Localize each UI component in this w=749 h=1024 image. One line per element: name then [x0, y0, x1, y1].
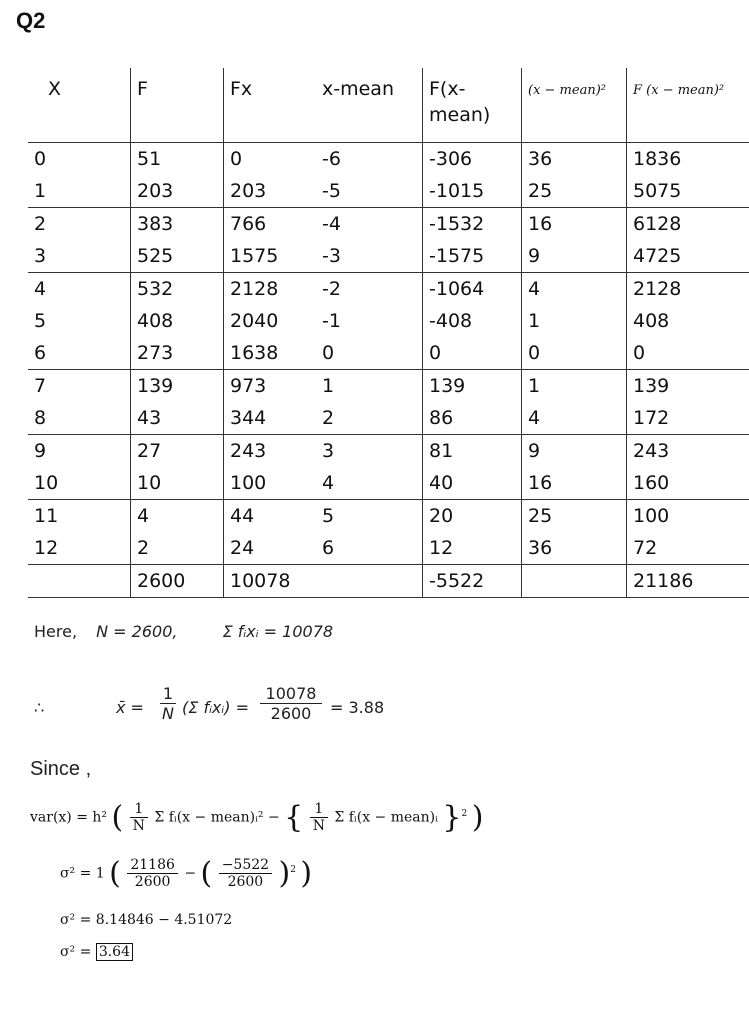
frequency-table [28, 68, 749, 598]
total-f: 2600 [131, 565, 224, 598]
sigma-result-line [60, 944, 133, 960]
variance-lhs: var(x) = h² [30, 809, 108, 826]
since-label: Since , [30, 758, 92, 780]
cell-x: 0 [28, 143, 131, 176]
therefore-symbol: ∴ [34, 698, 45, 717]
cell-f-x-mean-sq: 5075 [633, 180, 682, 202]
cell-f-x-mean: -1064 [423, 273, 522, 306]
sigma-difference: σ² = 8.14846 − 4.51072 [60, 912, 233, 928]
one-over-n-fraction [160, 684, 176, 723]
cell-f: 525 [131, 240, 224, 273]
mean-result: = 3.88 [330, 698, 385, 717]
fraction-numerator: 10078 [260, 684, 322, 704]
cell-x-mean-sq: 36 [522, 143, 627, 176]
cell-f-x-mean-sq: 72 [633, 537, 658, 559]
cell-fx: 766 [224, 208, 317, 241]
cell-f: 27 [131, 435, 224, 468]
table-row [28, 143, 749, 176]
cell-fx: 2040 [230, 310, 279, 332]
cell-x-mean-sq: 25 [522, 500, 627, 533]
cell-f: 408 [131, 305, 224, 337]
open-paren: ( [111, 800, 124, 835]
cell-f: 4 [131, 500, 224, 533]
cell-x-mean-sq: 16 [522, 208, 627, 241]
total-fx: 10078 [224, 565, 317, 598]
header-f-x-mean: F(x- mean) [423, 68, 522, 143]
fraction-denominator: 2600 [227, 874, 264, 890]
table-row [28, 402, 749, 435]
cell-x-mean: -5 [316, 175, 423, 208]
cell-fx: 44 [224, 500, 317, 533]
cell-fx: 344 [230, 407, 267, 429]
cell-x: 6 [28, 337, 131, 370]
cell-f: 2 [131, 532, 224, 565]
table-row [28, 500, 749, 533]
cell-f-x-mean: 12 [423, 532, 522, 565]
total-f-x-mean-sq: 21186 [627, 565, 749, 598]
close-paren: ) [300, 856, 313, 891]
second-fraction [219, 857, 272, 890]
cell-f-x-mean: -306 [423, 143, 522, 176]
close-paren: ) [471, 800, 484, 835]
header-x-mean-squared: (x − mean)² [522, 68, 627, 143]
cell-fx: 1638 [230, 342, 279, 364]
table-body [28, 143, 749, 598]
cell-x: 7 [28, 370, 131, 403]
minus-sign: − [184, 865, 197, 882]
cell-fx: 2128 [224, 273, 317, 306]
sigma-lhs: σ² = [60, 944, 92, 960]
open-paren-inner: ( [200, 856, 213, 891]
cell-x-mean: 4 [316, 467, 423, 500]
cell-x-mean-sq: 9 [522, 435, 627, 468]
cell-f-x-mean-sq: 408 [633, 310, 670, 332]
table-row [28, 175, 749, 208]
fraction-denominator: 2600 [134, 874, 171, 890]
open-brace: { [284, 800, 304, 835]
cell-f-x-mean-sq: 0 [633, 342, 646, 364]
table-row [28, 337, 749, 370]
first-fraction [127, 857, 178, 890]
header-fx: Fx [224, 68, 317, 143]
cell-x-mean-sq: 1 [522, 305, 627, 337]
cell-x: 3 [28, 240, 131, 273]
cell-f-x-mean-sq: 6128 [627, 208, 749, 241]
cell-fx: 973 [224, 370, 317, 403]
cell-fx: 243 [224, 435, 317, 468]
fraction-denominator: N [132, 818, 145, 834]
cell-f-x-mean: 40 [423, 467, 522, 500]
cell-f-x-mean-sq: 4725 [633, 245, 682, 267]
table-row [28, 273, 749, 306]
sum-expression: (Σ fᵢxᵢ) = [182, 698, 249, 717]
total-f-x-mean: -5522 [423, 565, 522, 598]
cell-x-mean-sq: 16 [522, 467, 627, 500]
cell-x-mean: 2 [316, 402, 423, 435]
cell-f-x-mean: 81 [423, 435, 522, 468]
cell-f-x-mean: 86 [423, 402, 522, 435]
square-exponent: 2 [461, 808, 468, 819]
cell-fx: 0 [224, 143, 317, 176]
table-header-row [28, 68, 749, 143]
table-row [28, 370, 749, 403]
cell-x-mean: -2 [316, 273, 423, 306]
variance-term-1: Σ fᵢ(x − mean)ᵢ² − [154, 809, 280, 826]
cell-x-mean: 6 [316, 532, 423, 565]
cell-f-x-mean: -1015 [423, 175, 522, 208]
cell-f-x-mean: -408 [423, 305, 522, 337]
close-paren-inner: ) [278, 856, 291, 891]
n-expression: N = 2600, [96, 622, 178, 641]
mean-lhs: x̄ = [116, 698, 144, 717]
sigma-lhs: σ² = 1 [60, 865, 105, 882]
mean-value-fraction [260, 684, 322, 723]
header-f-x-mean-squared: F (x − mean)² [627, 68, 749, 143]
cell-fx: 1575 [230, 245, 279, 267]
cell-x: 12 [28, 532, 131, 565]
cell-x: 1 [28, 175, 131, 208]
total-x-mean [316, 565, 423, 598]
cell-x-mean: 0 [316, 337, 423, 370]
table-row [28, 240, 749, 273]
cell-x-mean: -6 [316, 143, 423, 176]
variance-term-2: Σ fᵢ(x − mean)ᵢ [334, 809, 438, 826]
here-label: Here, [34, 622, 78, 641]
fraction-numerator: −5522 [219, 857, 272, 874]
cell-f-x-mean-sq: 172 [633, 407, 670, 429]
cell-f-x-mean-sq: 160 [633, 472, 670, 494]
one-over-n-fraction-2 [310, 801, 328, 834]
cell-f-x-mean: -1532 [423, 208, 522, 241]
cell-x-mean: -4 [316, 208, 423, 241]
cell-x: 4 [28, 273, 131, 306]
cell-f-x-mean: 0 [423, 337, 522, 370]
cell-x-mean-sq: 0 [522, 337, 627, 370]
table-row [28, 435, 749, 468]
cell-f-x-mean-sq: 139 [627, 370, 749, 403]
fraction-numerator: 1 [160, 684, 176, 704]
cell-f-x-mean-sq: 243 [627, 435, 749, 468]
cell-x: 8 [28, 402, 131, 435]
cell-x: 9 [28, 435, 131, 468]
fraction-numerator: 21186 [127, 857, 178, 874]
cell-x-mean: 3 [316, 435, 423, 468]
cell-x-mean-sq: 1 [522, 370, 627, 403]
cell-x: 2 [28, 208, 131, 241]
totals-row [28, 565, 749, 598]
cell-x-mean-sq: 9 [522, 240, 627, 273]
cell-fx: 100 [230, 472, 267, 494]
table-row [28, 208, 749, 241]
fraction-numerator: 1 [310, 801, 328, 818]
total-x-mean-sq [522, 565, 627, 598]
one-over-n-fraction [130, 801, 148, 834]
cell-x-mean: 1 [316, 370, 423, 403]
header-x-mean: x-mean [316, 68, 423, 143]
final-answer-box: 3.64 [96, 943, 133, 961]
cell-x-mean: -1 [316, 305, 423, 337]
cell-x: 11 [28, 500, 131, 533]
table-row [28, 532, 749, 565]
table-row [28, 305, 749, 337]
cell-f: 10 [131, 467, 224, 500]
cell-x-mean: -3 [316, 240, 423, 273]
cell-f-x-mean: 139 [423, 370, 522, 403]
table-row [28, 467, 749, 500]
header-f: F [131, 68, 224, 143]
cell-f: 273 [131, 337, 224, 370]
mean-calculation [34, 680, 534, 740]
cell-fx: 203 [230, 180, 267, 202]
cell-f: 43 [131, 402, 224, 435]
cell-f-x-mean: -1575 [423, 240, 522, 273]
cell-f-x-mean-sq: 2128 [627, 273, 749, 306]
cell-x-mean-sq: 36 [522, 532, 627, 565]
total-x [28, 565, 131, 598]
question-title: Q2 [16, 8, 46, 33]
cell-f: 139 [131, 370, 224, 403]
fraction-denominator: N [162, 704, 174, 723]
cell-f: 383 [131, 208, 224, 241]
cell-f: 51 [131, 143, 224, 176]
cell-x-mean-sq: 4 [522, 273, 627, 306]
sum-fx-expression: Σ fᵢxᵢ = 10078 [222, 622, 334, 641]
square-exponent: 2 [290, 864, 296, 875]
fraction-denominator: 2600 [270, 704, 312, 723]
cell-f: 532 [131, 273, 224, 306]
cell-f-x-mean-sq: 1836 [627, 143, 749, 176]
cell-x-mean-sq: 4 [522, 402, 627, 435]
here-line [34, 622, 333, 641]
open-paren: ( [109, 856, 121, 891]
cell-f: 203 [131, 175, 224, 208]
close-brace: } [442, 800, 462, 835]
cell-x: 5 [28, 305, 131, 337]
cell-fx: 24 [230, 537, 255, 559]
cell-x-mean: 5 [316, 500, 423, 533]
fraction-denominator: N [312, 818, 325, 834]
cell-f-x-mean-sq: 100 [627, 500, 749, 533]
cell-f-x-mean: 20 [423, 500, 522, 533]
variance-formula [30, 800, 483, 835]
cell-x: 10 [28, 467, 131, 500]
sigma-substitution [60, 856, 312, 891]
header-x: X [28, 68, 131, 143]
fraction-numerator: 1 [130, 801, 148, 818]
cell-x-mean-sq: 25 [522, 175, 627, 208]
